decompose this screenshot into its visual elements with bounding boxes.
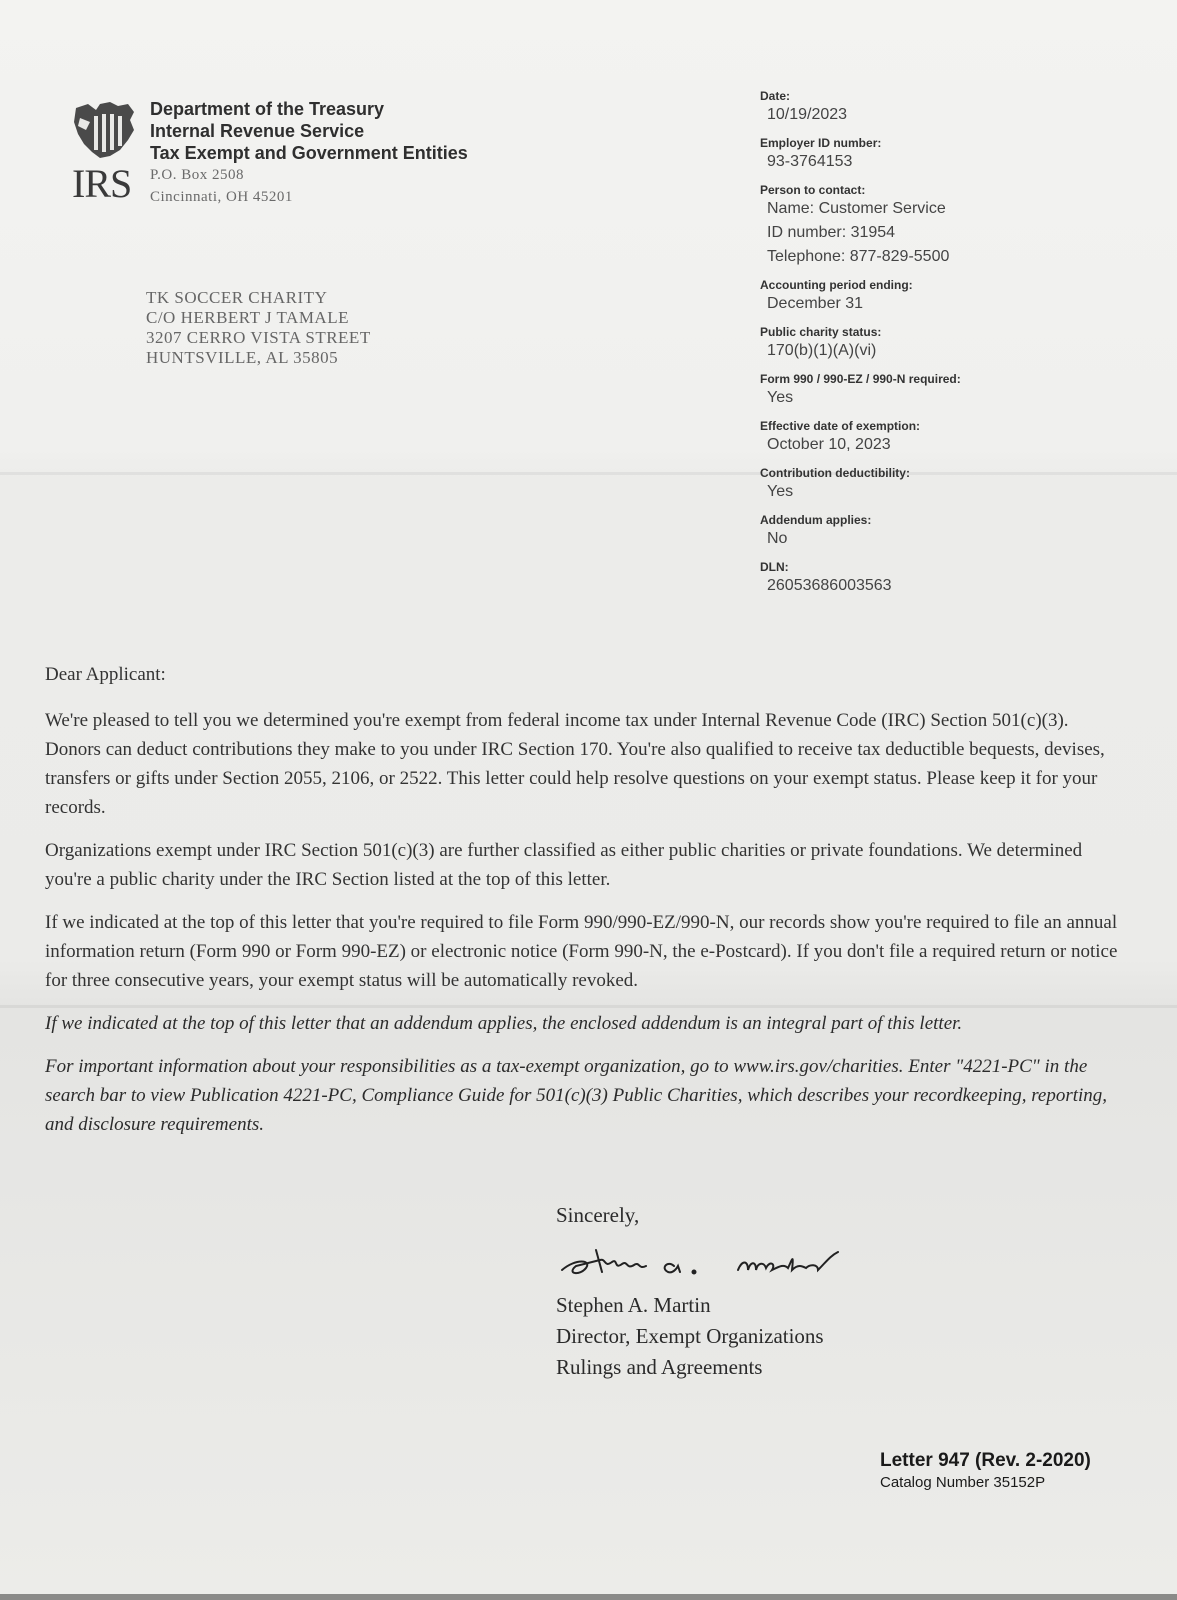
paper-fold [0,472,1177,475]
signature-image [556,1238,846,1288]
agency-line: Department of the Treasury [150,99,385,119]
signer-title: Director, Exempt Organizations [556,1324,824,1348]
paragraph-exemption: We're pleased to tell you we determined you're exempt from federal income tax under Internal Revenue Code (IRC) Section 501(c)(3). Donors can deduct contributions they make to you under IRC Section 170. You're also qualified to receive tax deductible bequests, devises, transfers or gifts under Section 2055, 2106, or 2522. This letter could help resolve questions on your exempt status. Please keep it for your records. [45,710,1105,818]
recipient-line: 3207 CERRO VISTA STREET [146,328,371,347]
ein-label: Employer ID number: [760,136,882,150]
effective-date-value: October 10, 2023 [767,436,891,453]
letter-number: Letter 947 (Rev. 2-2020) [880,1450,1091,1471]
ein-value: 93-3764153 [767,153,853,170]
date-value: 10/19/2023 [767,106,848,123]
addendum-value: No [767,530,788,547]
accounting-value: December 31 [767,295,864,312]
contact-phone: Telephone: 877-829-5500 [767,248,950,265]
recipient-line: C/O HERBERT J TAMALE [146,308,349,327]
letter-footer [880,1448,1091,1493]
irs-logo-text: IRS [72,161,132,206]
signer-name: Stephen A. Martin [556,1293,711,1317]
agency-line: Internal Revenue Service [150,121,365,141]
addendum-label: Addendum applies: [760,513,872,527]
letter-body [45,660,1125,1153]
paragraph-filing: If we indicated at the top of this letter that you're required to file Form 990/990-EZ/990-N, our records show you're required to file an annual information return (Form 990 or Form 990-EZ) or electronic notice (Form 990-N, the e-Postcard). If you don't file a required return or notice for three consecutive years, your exempt status will be automatically revoked. [45,912,1118,991]
signer-title: Rulings and Agreements [556,1355,763,1379]
paragraph-addendum: If we indicated at the top of this letter that an addendum applies, the enclosed addendum is an integral part of this letter. [45,1013,963,1034]
effective-date-label: Effective date of exemption: [760,419,921,433]
date-label: Date: [760,89,791,103]
agency-address-line: Cincinnati, OH 45201 [150,189,293,205]
recipient-line: HUNTSVILLE, AL 35805 [146,348,339,367]
charity-status-label: Public charity status: [760,325,882,339]
form-required-label: Form 990 / 990-EZ / 990-N required: [760,372,961,386]
contact-label: Person to contact: [760,183,866,197]
accounting-label: Accounting period ending: [760,278,913,292]
dln-value: 26053686003563 [767,577,892,594]
agency-line: Tax Exempt and Government Entities [150,143,468,163]
charity-status-value: 170(b)(1)(A)(vi) [767,342,877,359]
letter-info-panel [760,88,961,606]
paragraph-classification: Organizations exempt under IRC Section 501(c)(3) are further classified as either public charities or private foundations. We determined you're a public charity under the IRC Section listed at the top of this letter. [45,840,1083,890]
salutation: Sincerely, [556,1203,640,1227]
dln-label: DLN: [760,560,789,574]
agency-address-line: P.O. Box 2508 [150,167,245,183]
deductibility-label: Contribution deductibility: [760,466,910,480]
paper-edge [0,1594,1177,1600]
form-required-value: Yes [767,389,794,406]
contact-block [760,182,961,267]
deductibility-value: Yes [767,483,794,500]
recipient-line: TK SOCCER CHARITY [146,288,328,307]
greeting: Dear Applicant: [45,664,166,685]
signer-block [556,1290,824,1383]
catalog-number: Catalog Number 35152P [880,1474,1046,1491]
recipient-address [146,288,371,368]
agency-block [150,98,468,208]
paragraph-responsibilities: For important information about your responsibilities as a tax-exempt organization, go to www.irs.gov/charities. Enter "4221-PC" in the search bar to view Publication 4221-PC, Compliance Guide for 501(c)(3) Public Charities, which describes your recordkeeping, reporting, and disclosure requirements. [45,1056,1108,1135]
contact-id: ID number: 31954 [767,224,896,241]
closing-salutation [556,1200,639,1231]
contact-name: Name: Customer Service [767,200,946,217]
